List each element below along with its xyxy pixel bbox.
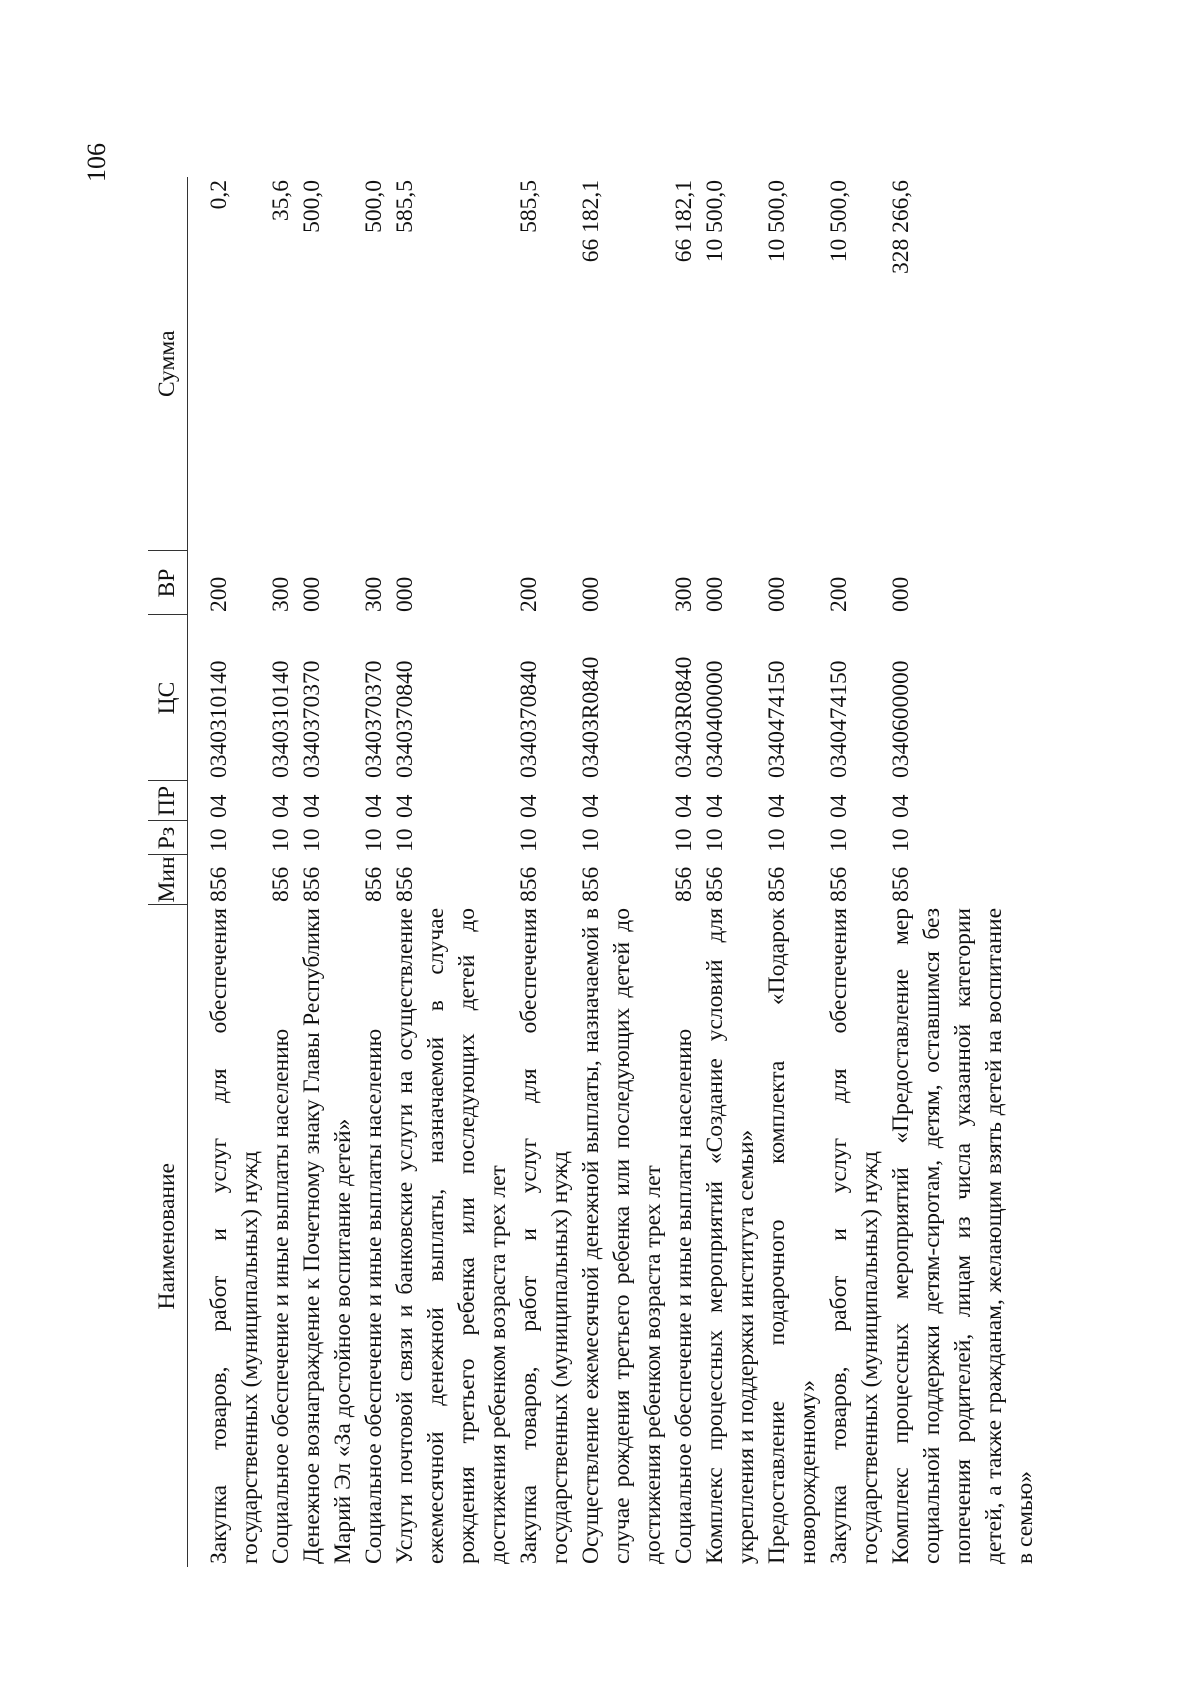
cell-sum: 10 500,0 [702,180,728,263]
cell-rz: 10 [392,828,418,852]
cell-vr: 000 [764,576,790,612]
cell-vr: 300 [268,576,294,612]
cell-vr: 200 [826,576,852,612]
cell-rz: 10 [764,828,790,852]
cell-vr: 300 [361,576,387,612]
header-rz: Рз [148,821,188,855]
cell-sum: 0,2 [206,180,232,210]
cell-min: 856 [671,866,697,902]
cell-pr: 04 [299,794,325,818]
cell-vr: 000 [888,576,914,612]
cell-pr: 04 [702,794,728,818]
cell-rz: 10 [206,828,232,852]
cell-rz: 10 [361,828,387,852]
cell-pr: 04 [206,794,232,818]
cell-cs: 0340474150 [764,660,790,778]
cell-min: 856 [392,866,418,902]
cell-name: Предоставление подарочного комплекта «Подарок новорожденному» [764,908,821,1564]
table-row [266,177,297,1567]
budget-table [148,177,1041,1567]
cell-min: 856 [206,866,232,902]
cell-rz: 10 [516,828,542,852]
cell-name: Социальное обеспечение и иные выплаты населению [671,1028,697,1564]
cell-vr: 300 [671,576,697,612]
cell-min: 856 [888,866,914,902]
cell-rz: 10 [888,828,914,852]
table-row [297,177,359,1567]
table-row [390,177,514,1567]
cell-name: Закупка товаров, работ и услуг для обеспечения государственных (муниципальных) нужд [206,908,263,1564]
cell-pr: 04 [764,794,790,818]
cell-pr: 04 [268,794,294,818]
cell-sum: 10 500,0 [826,180,852,263]
cell-sum: 500,0 [361,180,387,233]
cell-sum: 585,5 [516,180,542,233]
cell-cs: 03403R0840 [578,656,604,778]
page-number: 106 [82,143,111,182]
table-row [700,177,762,1567]
cell-rz: 10 [702,828,728,852]
table-row [359,177,390,1567]
cell-cs: 0340370840 [392,660,418,778]
header-min: Мин [148,855,188,905]
cell-name: Социальное обеспечение и иные выплаты населению [361,1028,387,1564]
cell-cs: 0340474150 [826,660,852,778]
cell-sum: 66 182,1 [671,180,697,263]
table-row [514,177,576,1567]
table-row [762,177,824,1567]
cell-pr: 04 [671,794,697,818]
cell-sum: 328 266,6 [888,180,914,274]
cell-vr: 200 [516,576,542,612]
cell-vr: 000 [392,576,418,612]
cell-cs: 0340370370 [299,660,325,778]
cell-sum: 35,6 [268,180,294,222]
cell-sum: 585,5 [392,180,418,233]
table-row [824,177,886,1567]
cell-min: 856 [826,866,852,902]
table-row [886,177,1041,1567]
cell-cs: 0340310140 [206,660,232,778]
table-row [669,177,700,1567]
cell-cs: 0340370370 [361,660,387,778]
header-cs: ЦС [148,615,188,781]
cell-min: 856 [361,866,387,902]
cell-sum: 10 500,0 [764,180,790,263]
cell-name: Комплекс процессных мероприятий «Создание условий для укрепления и поддержки института семьи» [702,908,759,1564]
header-pr: ПР [148,781,188,821]
cell-cs: 0340310140 [268,660,294,778]
cell-min: 856 [702,866,728,902]
cell-vr: 200 [206,576,232,612]
cell-pr: 04 [826,794,852,818]
cell-min: 856 [299,866,325,902]
cell-vr: 000 [578,576,604,612]
cell-min: 856 [578,866,604,902]
cell-name: Денежное вознаграждение к Почетному знаку Главы Республики Марий Эл «За достойное воспитание детей» [299,908,356,1564]
table-row [576,177,669,1567]
cell-min: 856 [516,866,542,902]
cell-vr: 000 [702,576,728,612]
cell-rz: 10 [671,828,697,852]
cell-name: Комплекс процессных мероприятий «Предоставление мер социальной поддержки детям-сиротам, детям, оставшимся без попечения родителей, лицам из числа указанной категории детей, а также гражданам, желающим взять детей на воспитание в семью» [888,908,1038,1564]
cell-pr: 04 [361,794,387,818]
cell-pr: 04 [392,794,418,818]
cell-cs: 0340370840 [516,660,542,778]
cell-rz: 10 [578,828,604,852]
table-header-row [148,177,188,1567]
cell-cs: 03403R0840 [671,656,697,778]
header-sum: Сумма [148,177,188,551]
header-name: Наименование [148,905,188,1567]
table-body [188,177,1042,1567]
table-row [188,177,267,1567]
cell-pr: 04 [516,794,542,818]
cell-name: Закупка товаров, работ и услуг для обеспечения государственных (муниципальных) нужд [516,908,573,1564]
cell-pr: 04 [888,794,914,818]
cell-min: 856 [268,866,294,902]
cell-name: Услуги почтовой связи и банковские услуги на осуществление ежемесячной денежной выплаты, назначаемой в случае рождения третьего ребенка или последующих детей до достижения ребенком возраста трех лет [392,908,511,1564]
cell-name: Закупка товаров, работ и услуг для обеспечения государственных (муниципальных) нужд [826,908,883,1564]
cell-cs: 0340400000 [702,660,728,778]
cell-cs: 0340600000 [888,660,914,778]
header-vr: ВР [148,551,188,615]
cell-vr: 000 [299,576,325,612]
cell-rz: 10 [268,828,294,852]
cell-min: 856 [764,866,790,902]
cell-name: Социальное обеспечение и иные выплаты населению [268,1028,294,1564]
cell-rz: 10 [826,828,852,852]
cell-sum: 500,0 [299,180,325,233]
cell-sum: 66 182,1 [578,180,604,263]
cell-rz: 10 [299,828,325,852]
cell-name: Осуществление ежемесячной денежной выплаты, назначаемой в случае рождения третьего ребенка или последующих детей до достижения ребенком возраста трех лет [578,908,666,1564]
cell-pr: 04 [578,794,604,818]
